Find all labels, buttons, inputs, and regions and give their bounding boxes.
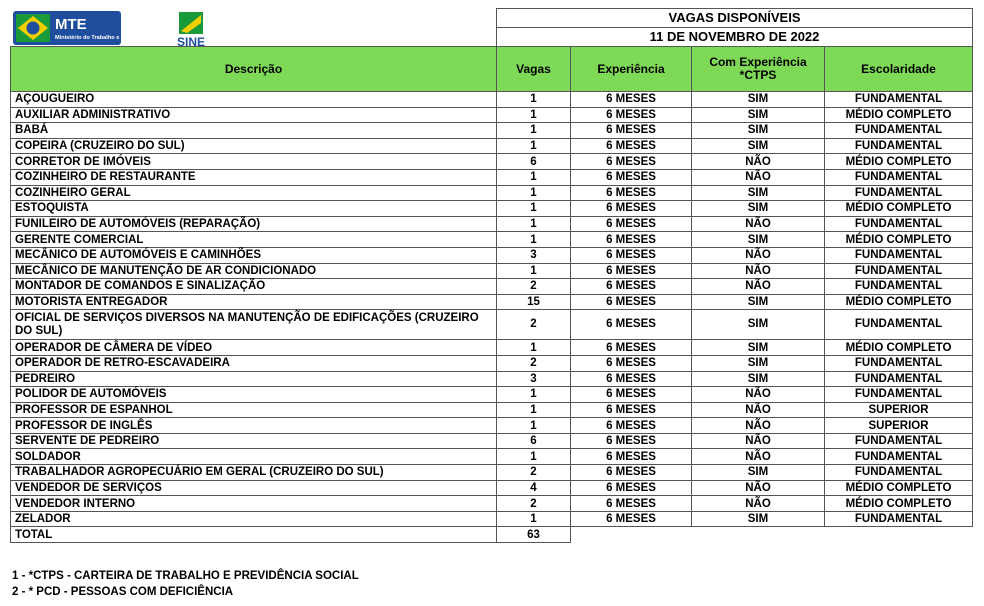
ctps-cell: SIM [692, 355, 825, 371]
vagas-cell: 6 [497, 433, 571, 449]
vagas-cell: 1 [497, 107, 571, 123]
escolaridade-cell: FUNDAMENTAL [825, 123, 973, 139]
vagas-cell: 15 [497, 294, 571, 310]
footnote-ctps: 1 - *CTPS - CARTEIRA DE TRABALHO E PREVIDÊNCIA SOCIAL [12, 570, 359, 582]
column-header-vagas: Vagas [497, 47, 571, 92]
experiencia-cell: 6 MESES [571, 92, 692, 108]
escolaridade-cell: FUNDAMENTAL [825, 449, 973, 465]
escolaridade-cell: FUNDAMENTAL [825, 247, 973, 263]
experiencia-cell: 6 MESES [571, 107, 692, 123]
ctps-cell: NÃO [692, 418, 825, 434]
experiencia-cell: 6 MESES [571, 169, 692, 185]
escolaridade-cell: MÉDIO COMPLETO [825, 232, 973, 248]
experiencia-cell: 6 MESES [571, 294, 692, 310]
table-row [11, 480, 973, 496]
escolaridade-cell: MÉDIO COMPLETO [825, 107, 973, 123]
table-row [11, 496, 973, 512]
escolaridade-cell: FUNDAMENTAL [825, 185, 973, 201]
ctps-cell: NÃO [692, 247, 825, 263]
ctps-cell: SIM [692, 201, 825, 217]
escolaridade-cell: FUNDAMENTAL [825, 310, 973, 340]
table-row [11, 92, 973, 108]
table-row [11, 216, 973, 232]
vagas-cell: 1 [497, 232, 571, 248]
job-title-cell: OFICIAL DE SERVIÇOS DIVERSOS NA MANUTENÇÃO DE EDIFICAÇÕES (CRUZEIRO DO SUL) [11, 310, 497, 340]
escolaridade-cell: FUNDAMENTAL [825, 511, 973, 527]
table-row [11, 402, 973, 418]
experiencia-cell: 6 MESES [571, 279, 692, 295]
ctps-cell: SIM [692, 232, 825, 248]
escolaridade-cell: SUPERIOR [825, 418, 973, 434]
experiencia-cell: 6 MESES [571, 433, 692, 449]
ctps-cell: NÃO [692, 387, 825, 403]
ctps-cell: SIM [692, 138, 825, 154]
job-title-cell: FUNILEIRO DE AUTOMÓVEIS (REPARAÇÃO) [11, 216, 497, 232]
experiencia-cell: 6 MESES [571, 185, 692, 201]
ctps-cell: SIM [692, 107, 825, 123]
table-row [11, 201, 973, 217]
job-title-cell: POLIDOR DE AUTOMÓVEIS [11, 387, 497, 403]
vagas-cell: 6 [497, 154, 571, 170]
ctps-cell: NÃO [692, 263, 825, 279]
ctps-cell: SIM [692, 185, 825, 201]
mte-logo-subtitle: Ministério do Trabalho e Emprego [54, 34, 145, 41]
vagas-cell: 2 [497, 496, 571, 512]
table-row [11, 418, 973, 434]
experiencia-cell: 6 MESES [571, 216, 692, 232]
total-row [11, 527, 973, 543]
job-title-cell: SOLDADOR [11, 449, 497, 465]
job-title-cell: COZINHEIRO GERAL [11, 185, 497, 201]
job-title-cell: SERVENTE DE PEDREIRO [11, 433, 497, 449]
table-row [11, 232, 973, 248]
ctps-cell: SIM [692, 465, 825, 481]
total-label: TOTAL [11, 527, 497, 543]
mte-logo-text: MTE [54, 15, 87, 33]
experiencia-cell: 6 MESES [571, 511, 692, 527]
column-header-row [11, 47, 973, 92]
mte-logo [13, 11, 145, 45]
experiencia-cell: 6 MESES [571, 496, 692, 512]
escolaridade-cell: MÉDIO COMPLETO [825, 340, 973, 356]
job-title-cell: AÇOUGUEIRO [11, 92, 497, 108]
job-title-cell: TRABALHADOR AGROPECUÁRIO EM GERAL (CRUZEIRO DO SUL) [11, 465, 497, 481]
job-title-cell: OPERADOR DE RETRO-ESCAVADEIRA [11, 355, 497, 371]
escolaridade-cell: FUNDAMENTAL [825, 355, 973, 371]
experiencia-cell: 6 MESES [571, 340, 692, 356]
table-row [11, 138, 973, 154]
ctps-cell: NÃO [692, 154, 825, 170]
logo-area [11, 9, 497, 47]
escolaridade-cell: FUNDAMENTAL [825, 169, 973, 185]
escolaridade-cell: FUNDAMENTAL [825, 138, 973, 154]
table-row [11, 107, 973, 123]
table-row [11, 387, 973, 403]
vagas-cell: 1 [497, 216, 571, 232]
job-title-cell: COZINHEIRO DE RESTAURANTE [11, 169, 497, 185]
vagas-cell: 1 [497, 511, 571, 527]
ctps-cell: NÃO [692, 279, 825, 295]
ctps-cell: SIM [692, 294, 825, 310]
job-title-cell: PEDREIRO [11, 371, 497, 387]
vagas-cell: 1 [497, 201, 571, 217]
experiencia-cell: 6 MESES [571, 201, 692, 217]
experiencia-cell: 6 MESES [571, 402, 692, 418]
experiencia-cell: 6 MESES [571, 123, 692, 139]
job-title-cell: PROFESSOR DE ESPANHOL [11, 402, 497, 418]
vagas-cell: 1 [497, 402, 571, 418]
escolaridade-cell: FUNDAMENTAL [825, 371, 973, 387]
vagas-cell: 1 [497, 340, 571, 356]
table-row [11, 154, 973, 170]
table-row [11, 310, 973, 340]
table-row [11, 279, 973, 295]
escolaridade-cell: MÉDIO COMPLETO [825, 496, 973, 512]
table-row [11, 355, 973, 371]
ctps-cell: NÃO [692, 169, 825, 185]
ctps-cell: NÃO [692, 449, 825, 465]
job-title-cell: AUXILIAR ADMINISTRATIVO [11, 107, 497, 123]
escolaridade-cell: FUNDAMENTAL [825, 92, 973, 108]
vagas-cell: 2 [497, 355, 571, 371]
escolaridade-cell: MÉDIO COMPLETO [825, 480, 973, 496]
column-header-escolaridade: Escolaridade [825, 47, 973, 92]
table-row [11, 185, 973, 201]
vagas-cell: 1 [497, 263, 571, 279]
job-title-cell: ZELADOR [11, 511, 497, 527]
experiencia-cell: 6 MESES [571, 418, 692, 434]
page-date: 11 DE NOVEMBRO DE 2022 [497, 28, 973, 47]
ctps-cell: SIM [692, 511, 825, 527]
vagas-cell: 2 [497, 465, 571, 481]
escolaridade-cell: FUNDAMENTAL [825, 465, 973, 481]
table-row [11, 263, 973, 279]
experiencia-cell: 6 MESES [571, 355, 692, 371]
ctps-cell: NÃO [692, 216, 825, 232]
vagas-cell: 3 [497, 371, 571, 387]
sine-logo-text: SINE [176, 34, 205, 49]
ctps-cell: NÃO [692, 496, 825, 512]
column-header-experiencia: Experiência [571, 47, 692, 92]
experiencia-cell: 6 MESES [571, 371, 692, 387]
vagas-cell: 2 [497, 310, 571, 340]
vagas-cell: 1 [497, 449, 571, 465]
escolaridade-cell: FUNDAMENTAL [825, 279, 973, 295]
table-row [11, 294, 973, 310]
table-row [11, 449, 973, 465]
experiencia-cell: 6 MESES [571, 247, 692, 263]
ctps-cell: SIM [692, 371, 825, 387]
vagas-cell: 4 [497, 480, 571, 496]
column-header-descricao: Descrição [11, 47, 497, 92]
escolaridade-cell: FUNDAMENTAL [825, 263, 973, 279]
ctps-cell: NÃO [692, 480, 825, 496]
experiencia-cell: 6 MESES [571, 465, 692, 481]
vagas-cell: 1 [497, 387, 571, 403]
table-row [11, 247, 973, 263]
escolaridade-cell: MÉDIO COMPLETO [825, 154, 973, 170]
table-row [11, 340, 973, 356]
escolaridade-cell: MÉDIO COMPLETO [825, 201, 973, 217]
job-title-cell: VENDEDOR DE SERVIÇOS [11, 480, 497, 496]
vagas-cell: 1 [497, 123, 571, 139]
job-vacancies-sheet [10, 8, 972, 543]
vacancies-table [10, 8, 973, 543]
footnote-pcd: 2 - * PCD - PESSOAS COM DEFICIÊNCIA [12, 586, 234, 598]
ctps-cell: SIM [692, 340, 825, 356]
experiencia-cell: 6 MESES [571, 449, 692, 465]
job-title-cell: OPERADOR DE CÂMERA DE VÍDEO [11, 340, 497, 356]
experiencia-cell: 6 MESES [571, 232, 692, 248]
vagas-cell: 1 [497, 185, 571, 201]
vagas-cell: 3 [497, 247, 571, 263]
experiencia-cell: 6 MESES [571, 480, 692, 496]
job-title-cell: MECÂNICO DE MANUTENÇÃO DE AR CONDICIONADO [11, 263, 497, 279]
table-row [11, 371, 973, 387]
vagas-cell: 2 [497, 279, 571, 295]
experiencia-cell: 6 MESES [571, 263, 692, 279]
column-header-com-experiencia: Com Experiência *CTPS [692, 47, 825, 92]
vacancies-rows [11, 92, 973, 527]
ctps-cell: SIM [692, 310, 825, 340]
job-title-cell: MONTADOR DE COMANDOS E SINALIZAÇÃO [11, 279, 497, 295]
escolaridade-cell: FUNDAMENTAL [825, 433, 973, 449]
ctps-cell: NÃO [692, 433, 825, 449]
total-empty [571, 527, 973, 543]
ctps-cell: SIM [692, 123, 825, 139]
vagas-cell: 1 [497, 92, 571, 108]
total-vagas: 63 [497, 527, 571, 543]
experiencia-cell: 6 MESES [571, 154, 692, 170]
job-title-cell: MOTORISTA ENTREGADOR [11, 294, 497, 310]
job-title-cell: VENDEDOR INTERNO [11, 496, 497, 512]
experiencia-cell: 6 MESES [571, 310, 692, 340]
table-row [11, 169, 973, 185]
ctps-cell: NÃO [692, 402, 825, 418]
escolaridade-cell: SUPERIOR [825, 402, 973, 418]
ctps-cell: SIM [692, 92, 825, 108]
job-title-cell: MECÂNICO DE AUTOMÓVEIS E CAMINHÕES [11, 247, 497, 263]
page-title: VAGAS DISPONÍVEIS [497, 9, 973, 28]
vagas-cell: 1 [497, 418, 571, 434]
table-row [11, 465, 973, 481]
footnotes [12, 568, 359, 600]
table-row [11, 511, 973, 527]
experiencia-cell: 6 MESES [571, 138, 692, 154]
escolaridade-cell: FUNDAMENTAL [825, 387, 973, 403]
escolaridade-cell: FUNDAMENTAL [825, 216, 973, 232]
job-title-cell: BABÁ [11, 123, 497, 139]
job-title-cell: GERENTE COMERCIAL [11, 232, 497, 248]
vagas-cell: 1 [497, 169, 571, 185]
escolaridade-cell: MÉDIO COMPLETO [825, 294, 973, 310]
job-title-cell: PROFESSOR DE INGLÊS [11, 418, 497, 434]
job-title-cell: CORRETOR DE IMÓVEIS [11, 154, 497, 170]
job-title-cell: COPEIRA (CRUZEIRO DO SUL) [11, 138, 497, 154]
table-row [11, 433, 973, 449]
table-row [11, 123, 973, 139]
vagas-cell: 1 [497, 138, 571, 154]
experiencia-cell: 6 MESES [571, 387, 692, 403]
job-title-cell: ESTOQUISTA [11, 201, 497, 217]
sine-logo [169, 11, 213, 49]
